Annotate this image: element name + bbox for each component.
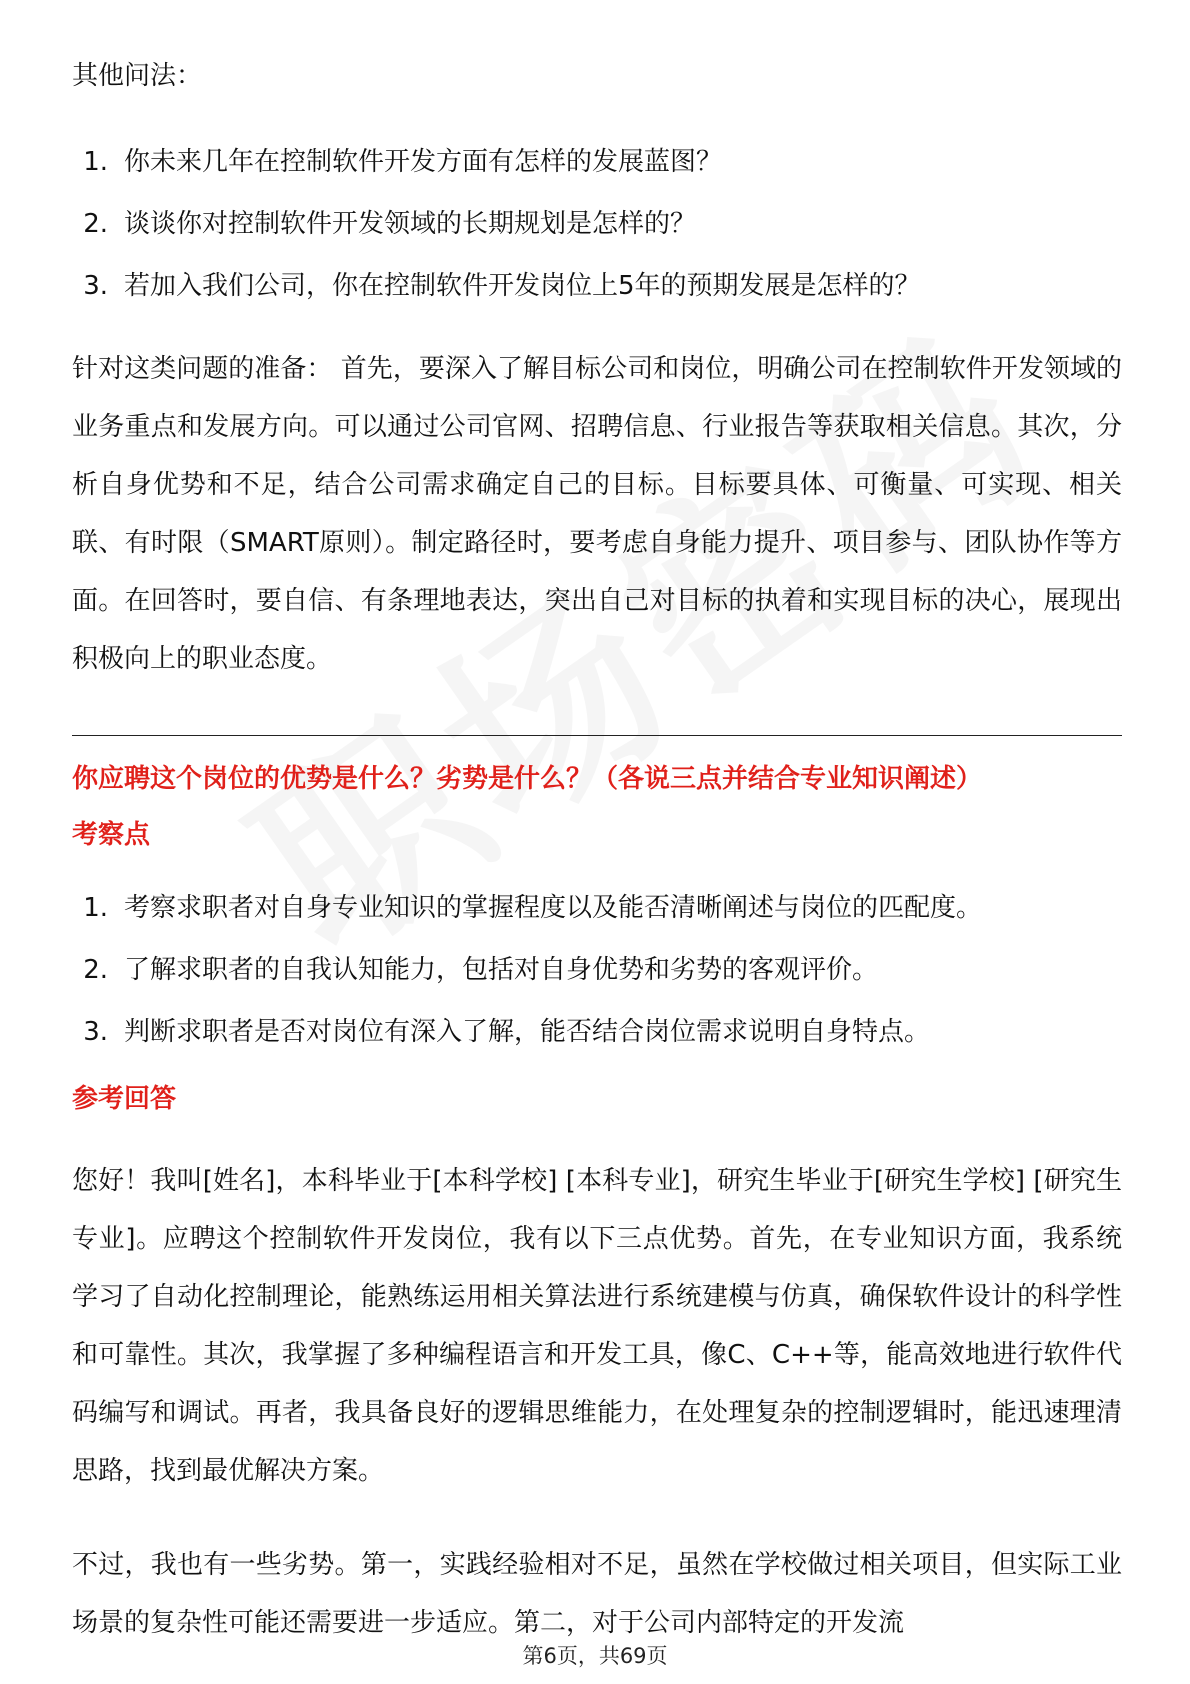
list-number: 2. — [83, 955, 108, 985]
list-item — [72, 202, 1122, 264]
answer-paragraph: 您好！我叫[姓名]，本科毕业于[本科学校] [本科专业]，研究生毕业于[研究生学校] [研究生专业]。应聘这个控制软件开发岗位，我有以下三点优势。首先，在专业知识方面，我系统学习了自动化控制理论，能熟练运用相关算法进行系统建模与仿真，确保软件设计的科学性和可靠性。其次，我掌握了多种编程语言和开发工具，像C、C++等，能高效地进行软件代码编写和调试。再者，我具备良好的逻辑思维能力，在处理复杂的控制逻辑时，能迅速理清思路，找到最优解决方案。 — [72, 1166, 1122, 1486]
list-number: 3. — [83, 271, 108, 301]
list-item — [72, 264, 1122, 326]
section-divider — [72, 735, 1122, 736]
preparation-paragraph: 针对这类问题的准备： 首先，要深入了解目标公司和岗位，明确公司在控制软件开发领域的业务重点和发展方向。可以通过公司官网、招聘信息、行业报告等获取相关信息。其次，分析自身优势和不足，结合公司需求确定自己的目标。目标要具体、可衡量、可实现、相关联、有时限（SMART原则）。制定路径时，要考虑自身能力提升、项目参与、团队协作等方面。在回答时，要自信、有条理地表达，突出自己对目标的执着和实现目标的决心，展现出积极向上的职业态度。 — [72, 354, 1122, 674]
list-item — [72, 886, 1122, 948]
list-number: 1. — [83, 893, 108, 923]
list-text: 了解求职者的自我认知能力，包括对自身优势和劣势的客观评价。 — [124, 955, 879, 985]
list-item — [72, 140, 1122, 202]
page-number: 第6页，共69页 — [522, 1644, 668, 1668]
points-list — [72, 886, 1122, 1072]
alt-questions-list — [72, 140, 1122, 326]
list-item — [72, 948, 1122, 1010]
list-number: 3. — [83, 1017, 108, 1047]
question-heading: 你应聘这个岗位的优势是什么？劣势是什么？（各说三点并结合专业知识阐述） — [72, 764, 983, 794]
list-number: 1. — [83, 147, 108, 177]
list-text: 你未来几年在控制软件开发方面有怎样的发展蓝图？ — [124, 147, 723, 177]
answer-paragraph: 不过，我也有一些劣势。第一，实践经验相对不足，虽然在学校做过相关项目，但实际工业场景的复杂性可能还需要进一步适应。第二，对于公司内部特定的开发流 — [72, 1550, 1122, 1638]
list-text: 判断求职者是否对岗位有深入了解，能否结合岗位需求说明自身特点。 — [124, 1017, 931, 1047]
alt-questions-label: 其他问法： — [72, 61, 203, 91]
section-title-points: 考察点 — [72, 820, 151, 850]
list-number: 2. — [83, 209, 108, 239]
list-text: 考察求职者对自身专业知识的掌握程度以及能否清晰阐述与岗位的匹配度。 — [124, 893, 983, 923]
list-item — [72, 1010, 1122, 1072]
list-text: 谈谈你对控制软件开发领域的长期规划是怎样的？ — [124, 209, 697, 239]
section-title-answer: 参考回答 — [72, 1084, 177, 1114]
list-text: 若加入我们公司，你在控制软件开发岗位上5年的预期发展是怎样的？ — [124, 271, 921, 301]
